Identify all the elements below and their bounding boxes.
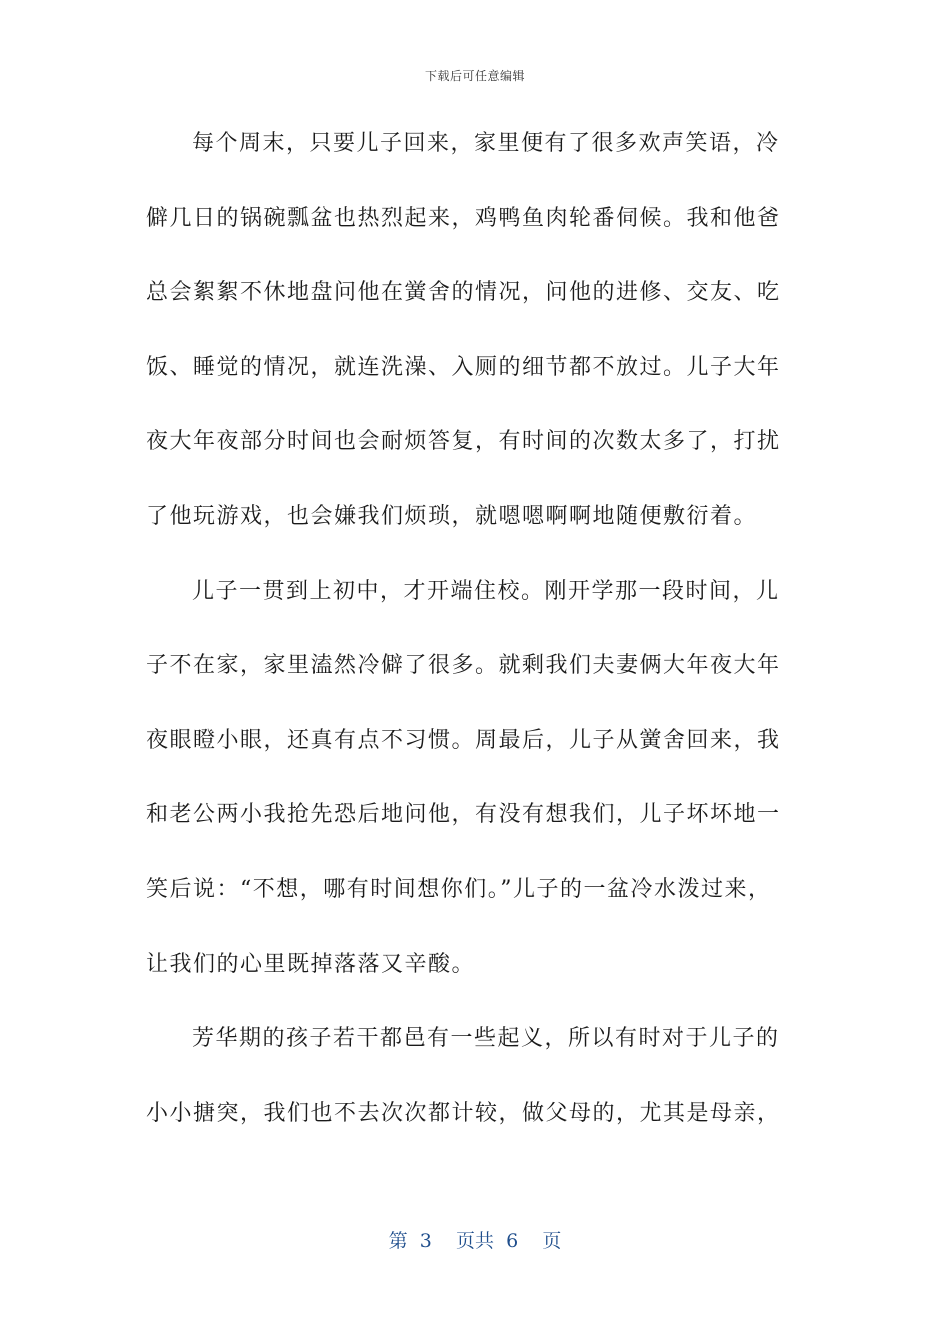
paragraph-line: 僻几日的锅碗瓢盆也热烈起来，鸡鸭鱼肉轮番伺候。我和他爸 — [146, 205, 781, 231]
paragraph-line: 夜大年夜部分时间也会耐烦答复，有时间的次数太多了，打扰 — [146, 429, 781, 455]
page-number-footer: 第 3 页共 6 页 — [388, 1230, 562, 1252]
paragraph-line: 儿子一贯到上初中，才开端住校。刚开学那一段时间，儿 — [192, 578, 780, 604]
paragraph-line: 夜眼瞪小眼，还真有点不习惯。周最后，儿子从黉舍回来，我 — [146, 727, 781, 753]
paragraph-line: 让我们的心里既掉落落又辛酸。 — [146, 951, 476, 977]
page-header: 下载后可任意编辑 — [424, 69, 525, 83]
paragraph-line: 和老公两小我抢先恐后地问他，有没有想我们，儿子坏坏地一 — [146, 802, 781, 828]
paragraph-line: 饭、睡觉的情况，就连洗澡、入厕的细节都不放过。儿子大年 — [146, 354, 781, 380]
paragraph-line: 子不在家，家里溘然冷僻了很多。就剩我们夫妻俩大年夜大年 — [146, 653, 781, 679]
paragraph-line: 芳华期的孩子若干都邑有一些起义，所以有时对于儿子的 — [192, 1026, 780, 1052]
paragraph-line: 笑后说：“不想，哪有时间想你们。”儿子的一盆冷水泼过来， — [146, 876, 772, 902]
paragraph-line: 了他玩游戏，也会嫌我们烦琐，就嗯嗯啊啊地随便敷衍着。 — [146, 503, 758, 529]
document-body — [146, 122, 806, 1166]
paragraph-line: 总会絮絮不休地盘问他在黉舍的情况，问他的进修、交友、吃 — [146, 280, 781, 306]
paragraph-line: 小小搪突，我们也不去次次都计较，做父母的，尤其是母亲， — [146, 1100, 781, 1126]
paragraph-line: 每个周末，只要儿子回来，家里便有了很多欢声笑语，冷 — [192, 131, 780, 156]
